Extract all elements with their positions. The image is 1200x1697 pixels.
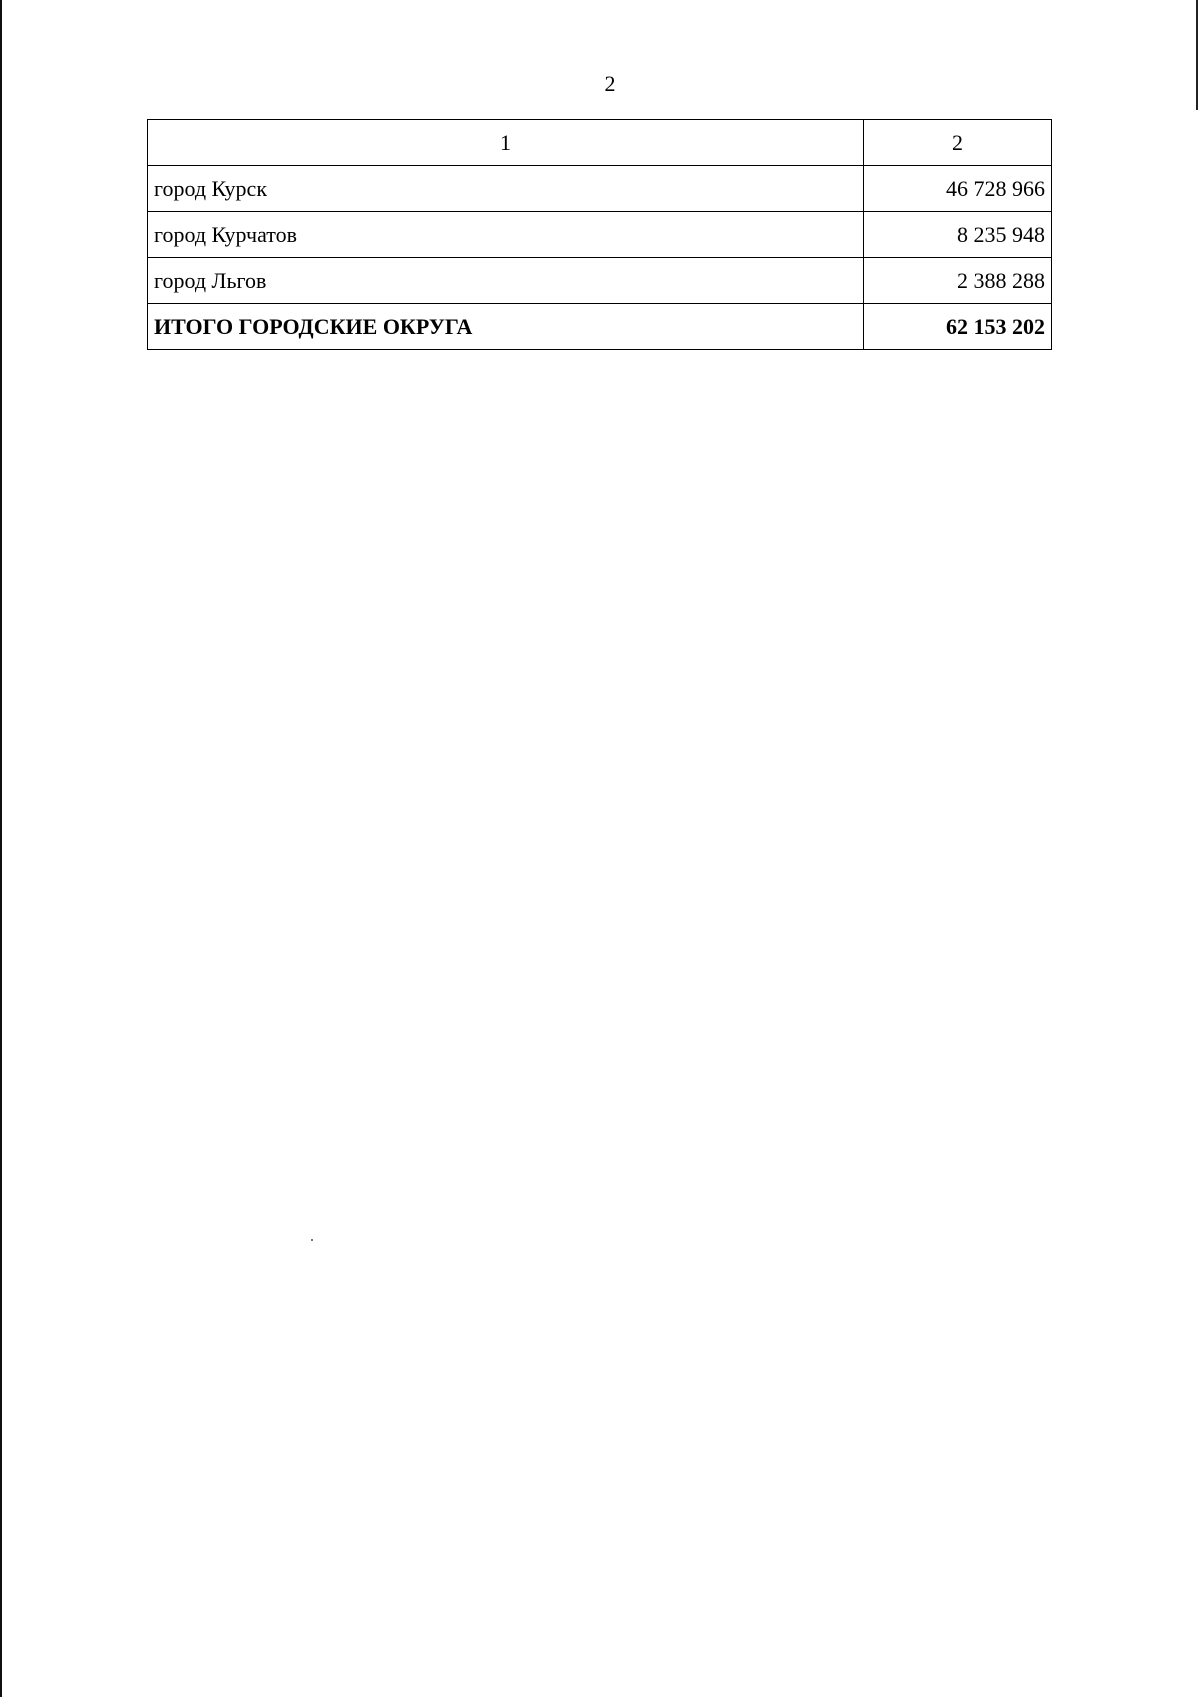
row-value: 2 388 288 [864,258,1052,304]
row-name: город Курчатов [148,212,864,258]
row-name: город Льгов [148,258,864,304]
row-name: город Курск [148,166,864,212]
table-header-row [148,120,1052,166]
data-table [147,119,1052,350]
table-row [148,258,1052,304]
row-value: 46 728 966 [864,166,1052,212]
table-row [148,212,1052,258]
column-header-1: 1 [148,120,864,166]
total-row [148,304,1052,350]
table-row [148,166,1052,212]
scan-speck [311,1239,313,1241]
row-value: 8 235 948 [864,212,1052,258]
total-value: 62 153 202 [864,304,1052,350]
scan-border-left [0,0,2,1697]
page-number: 2 [604,71,616,96]
column-header-2: 2 [864,120,1052,166]
total-label: ИТОГО ГОРОДСКИЕ ОКРУГА [148,304,864,350]
